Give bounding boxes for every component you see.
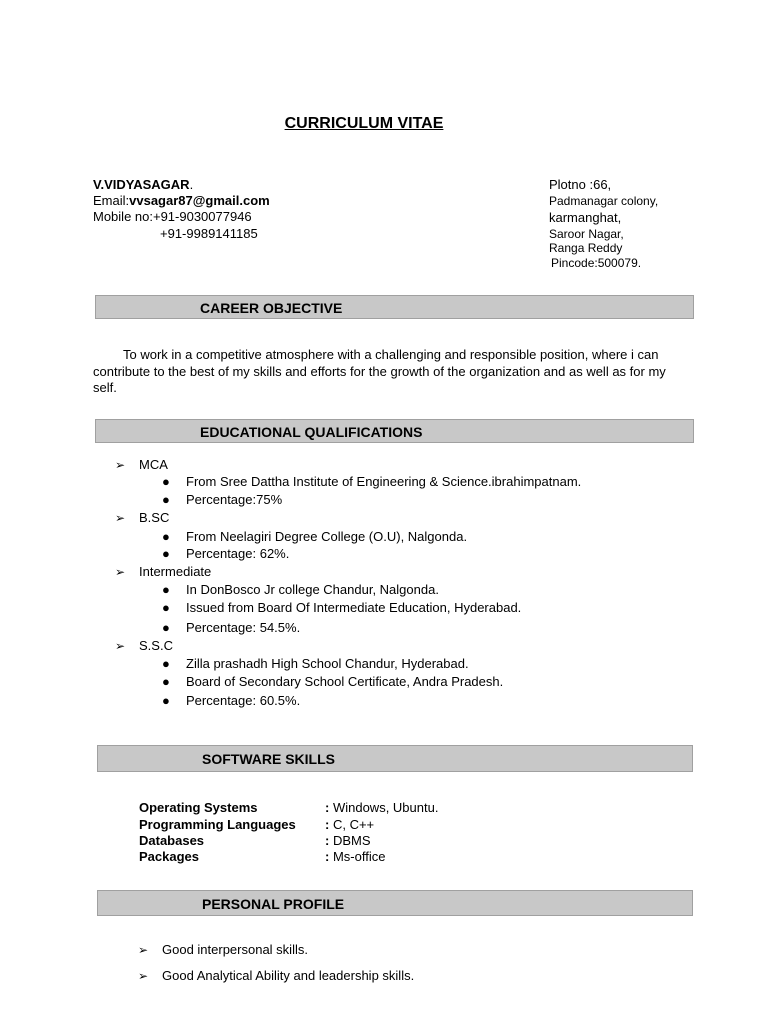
skill-label: Operating Systems	[139, 800, 258, 815]
dot-bullet-icon: ●	[162, 620, 170, 635]
profile-item: ➢ Good interpersonal skills.	[138, 942, 308, 957]
address-line-4: Saroor Nagar,	[549, 227, 624, 241]
address-line-2: Padmanagar colony,	[549, 194, 659, 208]
education-detail: ● Percentage: 60.5%.	[162, 693, 301, 708]
skill-value: : C, C++	[325, 817, 375, 832]
arrow-bullet-icon: ➢	[115, 458, 126, 472]
dot-bullet-icon: ●	[162, 474, 170, 489]
education-item-mca: ➢ MCA	[115, 457, 168, 472]
education-detail: ● Percentage:75%	[162, 492, 283, 507]
dot-bullet-icon: ●	[162, 600, 170, 615]
education-detail: ● Issued from Board Of Intermediate Education, Hyderabad.	[162, 600, 522, 615]
mobile-line-2: +91-9989141185	[160, 226, 258, 241]
address-line-1: Plotno :66,	[549, 177, 612, 192]
profile-item: ➢ Good Analytical Ability and leadership skills.	[138, 968, 415, 983]
page-title: CURRICULUM VITAE	[284, 115, 444, 132]
dot-bullet-icon: ●	[162, 674, 170, 689]
dot-bullet-icon: ●	[162, 693, 170, 708]
arrow-bullet-icon: ➢	[115, 565, 126, 579]
candidate-name: V.VIDYASAGAR.	[93, 177, 194, 192]
dot-bullet-icon: ●	[162, 492, 170, 507]
skill-label: Databases	[139, 833, 205, 848]
education-detail: ● Percentage: 62%.	[162, 546, 290, 561]
email-address: vvsagar87@gmail.com	[129, 193, 270, 208]
education-detail: ● From Sree Dattha Institute of Engineering & Science.ibrahimpatnam.	[162, 474, 582, 489]
skill-label: Programming Languages	[139, 817, 296, 832]
dot-bullet-icon: ●	[162, 656, 170, 671]
skill-label: Packages	[139, 849, 199, 864]
career-objective-text: To work in a competitive atmosphere with a challenging and responsible position, where i can contribute to the best of my skills and efforts for the growth of the organization and as well as for my self.	[93, 347, 666, 395]
education-item-intermediate: ➢ Intermediate	[115, 564, 212, 579]
section-heading-education: EDUCATIONAL QUALIFICATIONS	[95, 419, 694, 443]
section-heading-personal: PERSONAL PROFILE	[97, 890, 693, 916]
mobile-line: Mobile no:+91-9030077946	[93, 209, 252, 224]
dot-bullet-icon: ●	[162, 582, 170, 597]
dot-bullet-icon: ●	[162, 529, 170, 544]
education-detail: ● Percentage: 54.5%.	[162, 620, 301, 635]
education-detail: ● From Neelagiri Degree College (O.U), Nalgonda.	[162, 529, 468, 544]
education-detail: ● In DonBosco Jr college Chandur, Nalgonda.	[162, 582, 439, 597]
skill-value: : Windows, Ubuntu.	[325, 800, 439, 815]
arrow-bullet-icon: ➢	[115, 639, 126, 653]
email-line: Email:vvsagar87@gmail.com	[93, 193, 270, 208]
arrow-bullet-icon: ➢	[138, 943, 149, 957]
education-detail: ● Zilla prashadh High School Chandur, Hyderabad.	[162, 656, 469, 671]
education-item-bsc: ➢ B.SC	[115, 510, 170, 525]
arrow-bullet-icon: ➢	[115, 511, 126, 525]
address-line-6: Pincode:500079.	[551, 256, 642, 270]
address-line-3: karmanghat,	[549, 210, 622, 225]
section-heading-software: SOFTWARE SKILLS	[97, 745, 693, 772]
arrow-bullet-icon: ➢	[138, 969, 149, 983]
skill-value: : Ms-office	[325, 849, 386, 864]
education-detail: ● Board of Secondary School Certificate, Andra Pradesh.	[162, 674, 504, 689]
dot-bullet-icon: ●	[162, 546, 170, 561]
skill-value: : DBMS	[325, 833, 371, 848]
section-heading-career: CAREER OBJECTIVE	[95, 295, 694, 319]
education-item-ssc: ➢ S.S.C	[115, 638, 173, 653]
address-line-5: Ranga Reddy	[549, 241, 623, 255]
